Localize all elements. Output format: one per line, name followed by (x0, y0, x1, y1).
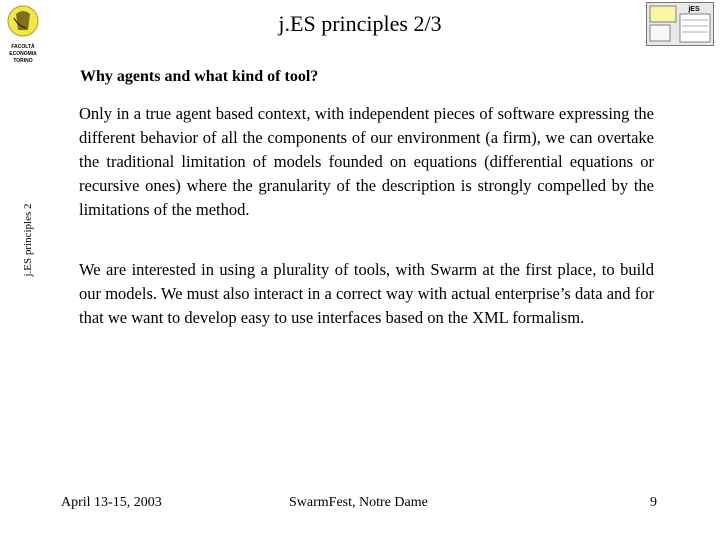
logo-line-3: TORINO (13, 58, 33, 64)
slide-title: j.ES principles 2/3 (278, 11, 442, 36)
body-paragraph-1: Only in a true agent based context, with independent pieces of software expressing the different behavior of all the components of our environment (a firm), we can overtake the traditional limitation of models founded on equations (differential equations or recursive ones) where the granularity of the description is strongly compelled by the limitations of the method. (79, 104, 654, 219)
body-paragraph-2: We are interested in using a plurality of tools, with Swarm at the first place, to build our models. We must also interact in a correct way with actual enterprise’s data and for that we want to develop easy to use interfaces based on the XML formalism. (79, 260, 654, 327)
vertical-side-label: j.ES principles 2 (22, 203, 34, 277)
logo-line-2: ECONOMIA (9, 51, 37, 57)
footer-event: SwarmFest, Notre Dame (289, 495, 428, 510)
logo-line-1: FACOLTÀ (11, 44, 35, 50)
footer-page-number: 9 (650, 495, 657, 510)
slide-subtitle: Why agents and what kind of tool? (80, 68, 319, 85)
jes-logo-text: jES (688, 6, 700, 13)
footer-date: April 13-15, 2003 (61, 495, 162, 510)
